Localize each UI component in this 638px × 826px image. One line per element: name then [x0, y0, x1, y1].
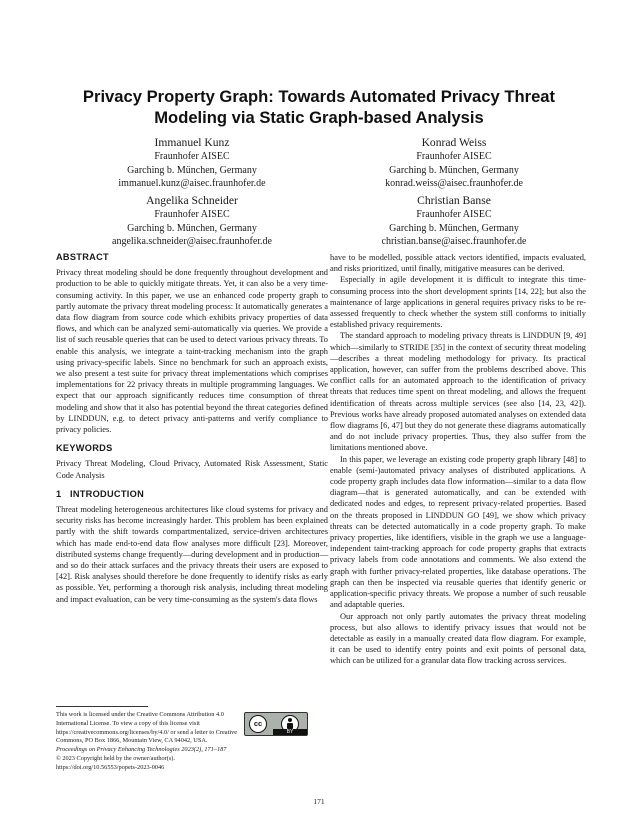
author-block-4	[334, 193, 574, 249]
author-email: angelika.schneider@aisec.fraunhofer.de	[112, 236, 272, 248]
author-name: Angelika Schneider	[146, 194, 238, 207]
copyright-text: © 2023 Copyright held by the owner/author(s).	[56, 754, 175, 762]
right-column	[330, 252, 586, 667]
paper-title	[40, 86, 598, 128]
introduction-paragraph-1: Threat modeling heterogeneous architectures like cloud systems for privacy and security risks has become increasingly harder. This problem has been explained partly with the shift towards compartmentalized, service-driven architectures which has made end-to-end data flow analyses more difficult [23]. Moreover, distributed systems change frequently—during development and in production—and so do their attack surfaces and the privacy threats their users are exposed to [42]. Risk analyses should therefore be done frequently to identify risks as early as possible. Yet, performing a thorough risk analysis, including threat modeling and impact evaluation, can be very time-consuming as the system's data flows	[56, 505, 328, 604]
body-paragraph-2: The standard approach to modeling privacy threats is LINDDUN [9, 49] which—similarly to STRIDE [35] in the context of security threat modeling—describes a threat modeling methodology for privacy. Its practical application, however, can suffer from the problems described above. This conflict calls for an automated approach to the identification of privacy threats that reduces time spent on threat modeling, and allows the frequent identification of threats across multiple services (see also [14, 23, 42]). Previous works have already proposed automated analyses on extended data flow diagrams [6, 47] but they do not generate these diagrams automatically and do not include privacy properties. Thus, they also suffer from the limitations mentioned above.	[330, 331, 586, 453]
author-affiliation: Fraunhofer AISEC	[416, 209, 492, 220]
author-email: konrad.weiss@aisec.fraunhofer.de	[385, 178, 523, 190]
title-line-2: Modeling via Static Graph-based Analysis	[154, 108, 484, 127]
introduction-heading: 1 INTRODUCTION	[56, 488, 144, 499]
proceedings-text: Proceedings on Privacy Enhancing Technologies 2023(2), 171–187	[56, 746, 227, 754]
author-affiliation: Fraunhofer AISEC	[416, 151, 492, 162]
author-email: immanuel.kunz@aisec.fraunhofer.de	[118, 178, 266, 190]
author-location: Garching b. München, Germany	[127, 222, 257, 234]
author-location: Garching b. München, Germany	[389, 164, 519, 176]
author-block-3	[72, 193, 312, 249]
keywords-text: Privacy Threat Modeling, Cloud Privacy, Automated Risk Assessment, Static Code Analysis	[56, 459, 328, 480]
license-text: This work is licensed under the Creative Commons Attribution 4.0 International License. To view a copy of this license visit https://creativecommons.org/licenses/by/4.0/ or send a letter to Creative Commons, PO Box 1866, Mountain View, CA 94042, USA.	[56, 711, 238, 745]
author-block-1	[72, 135, 312, 191]
doi-link[interactable]: https://doi.org/10.56553/popets-2023-0046	[56, 763, 165, 771]
body-paragraph-0: have to be modelled, possible attack vectors identified, impacts evaluated, and risks prioritized, until finally, mitigative measures can be derived.	[330, 253, 586, 274]
left-column	[56, 252, 328, 605]
author-email: christian.banse@aisec.fraunhofer.de	[381, 236, 527, 248]
author-location: Garching b. München, Germany	[389, 222, 519, 234]
page-number: 171	[313, 797, 325, 806]
body-paragraph-1: Especially in agile development it is difficult to integrate this time-consuming process into the short development sprints [14, 22]; but also the maintenance of large applications in general requires privacy risks to be re-assessed frequently to check whether the system still conforms to initially established privacy requirements.	[330, 275, 586, 330]
body-paragraph-4: Our approach not only partly automates the privacy threat modeling process, but also allows to identify privacy issues that would not be detectable as easily in a manually created data flow diagram. For example, it can be used to identify entry points and exit points of personal data, which can be utilized for a granular data flow tracking across services.	[330, 611, 586, 666]
cc-by-license-badge[interactable]	[244, 712, 308, 736]
author-location: Garching b. München, Germany	[127, 164, 257, 176]
keywords-heading: KEYWORDS	[56, 443, 113, 454]
author-name: Christian Banse	[417, 194, 491, 207]
author-affiliation: Fraunhofer AISEC	[154, 209, 230, 220]
author-affiliation: Fraunhofer AISEC	[154, 151, 230, 162]
by-label: BY	[273, 729, 307, 735]
footnote-rule	[56, 706, 148, 707]
abstract-text: Privacy threat modeling should be done frequently throughout development and production to be able to quickly mitigate threats. Yet, it can also be a very time-consuming activity. In this paper, we use an enhanced code property graph to partly automate the privacy threat modeling process: It automatically generates a data flow diagram from source code which exhibits privacy properties of data flows, and which can be analyzed semi-automatically via queries. We provide a list of such reusable queries that can be used to detect various privacy threats. To enable this analysis, we integrate a taint-tracking mechanism into the graph using privacy-specific labels. Since no benchmark for such an approach exists, we also present a test suite for privacy threat implementations which comprises implementations for 22 privacy threats in multiple programming languages. We expect that our approach significantly reduces time consumption of threat modeling and show that it also has potential beyond the threat categories defined by LINDDUN, e.g. to detect privacy anti-patterns and verify compliance to privacy policies.	[56, 268, 328, 435]
license-footnote	[56, 706, 328, 773]
author-name: Konrad Weiss	[421, 136, 487, 149]
author-name: Immanuel Kunz	[154, 136, 230, 149]
abstract-heading: ABSTRACT	[56, 252, 109, 262]
body-paragraph-3: In this paper, we leverage an existing code property graph library [48] to enable (semi-)automated privacy analyses of distributed applications. A code property graph includes data flow information—similar to a data flow diagram—that is generated automatically, and can be extended with dedicated nodes and edges, to represent privacy-related properties. Based on the threats proposed in LINDDUN GO [49], we show which privacy threats can be detected automatically in a code property graph. To make privacy properties, like identifiers, visible in the graph we use a language-independent taint-tracking approach for code property graphs that extracts privacy labels from code annotations and comments. We also extend the graph with further privacy-related properties, like database operations. The graph can then be inspected via reusable queries that identify generic or application-specific privacy threats. We propose a number of such reusable and adaptable queries.	[330, 454, 586, 610]
cc-icon: cc	[249, 715, 267, 733]
author-block-2	[334, 135, 574, 191]
title-line-1: Privacy Property Graph: Towards Automated Privacy Threat	[82, 87, 556, 106]
